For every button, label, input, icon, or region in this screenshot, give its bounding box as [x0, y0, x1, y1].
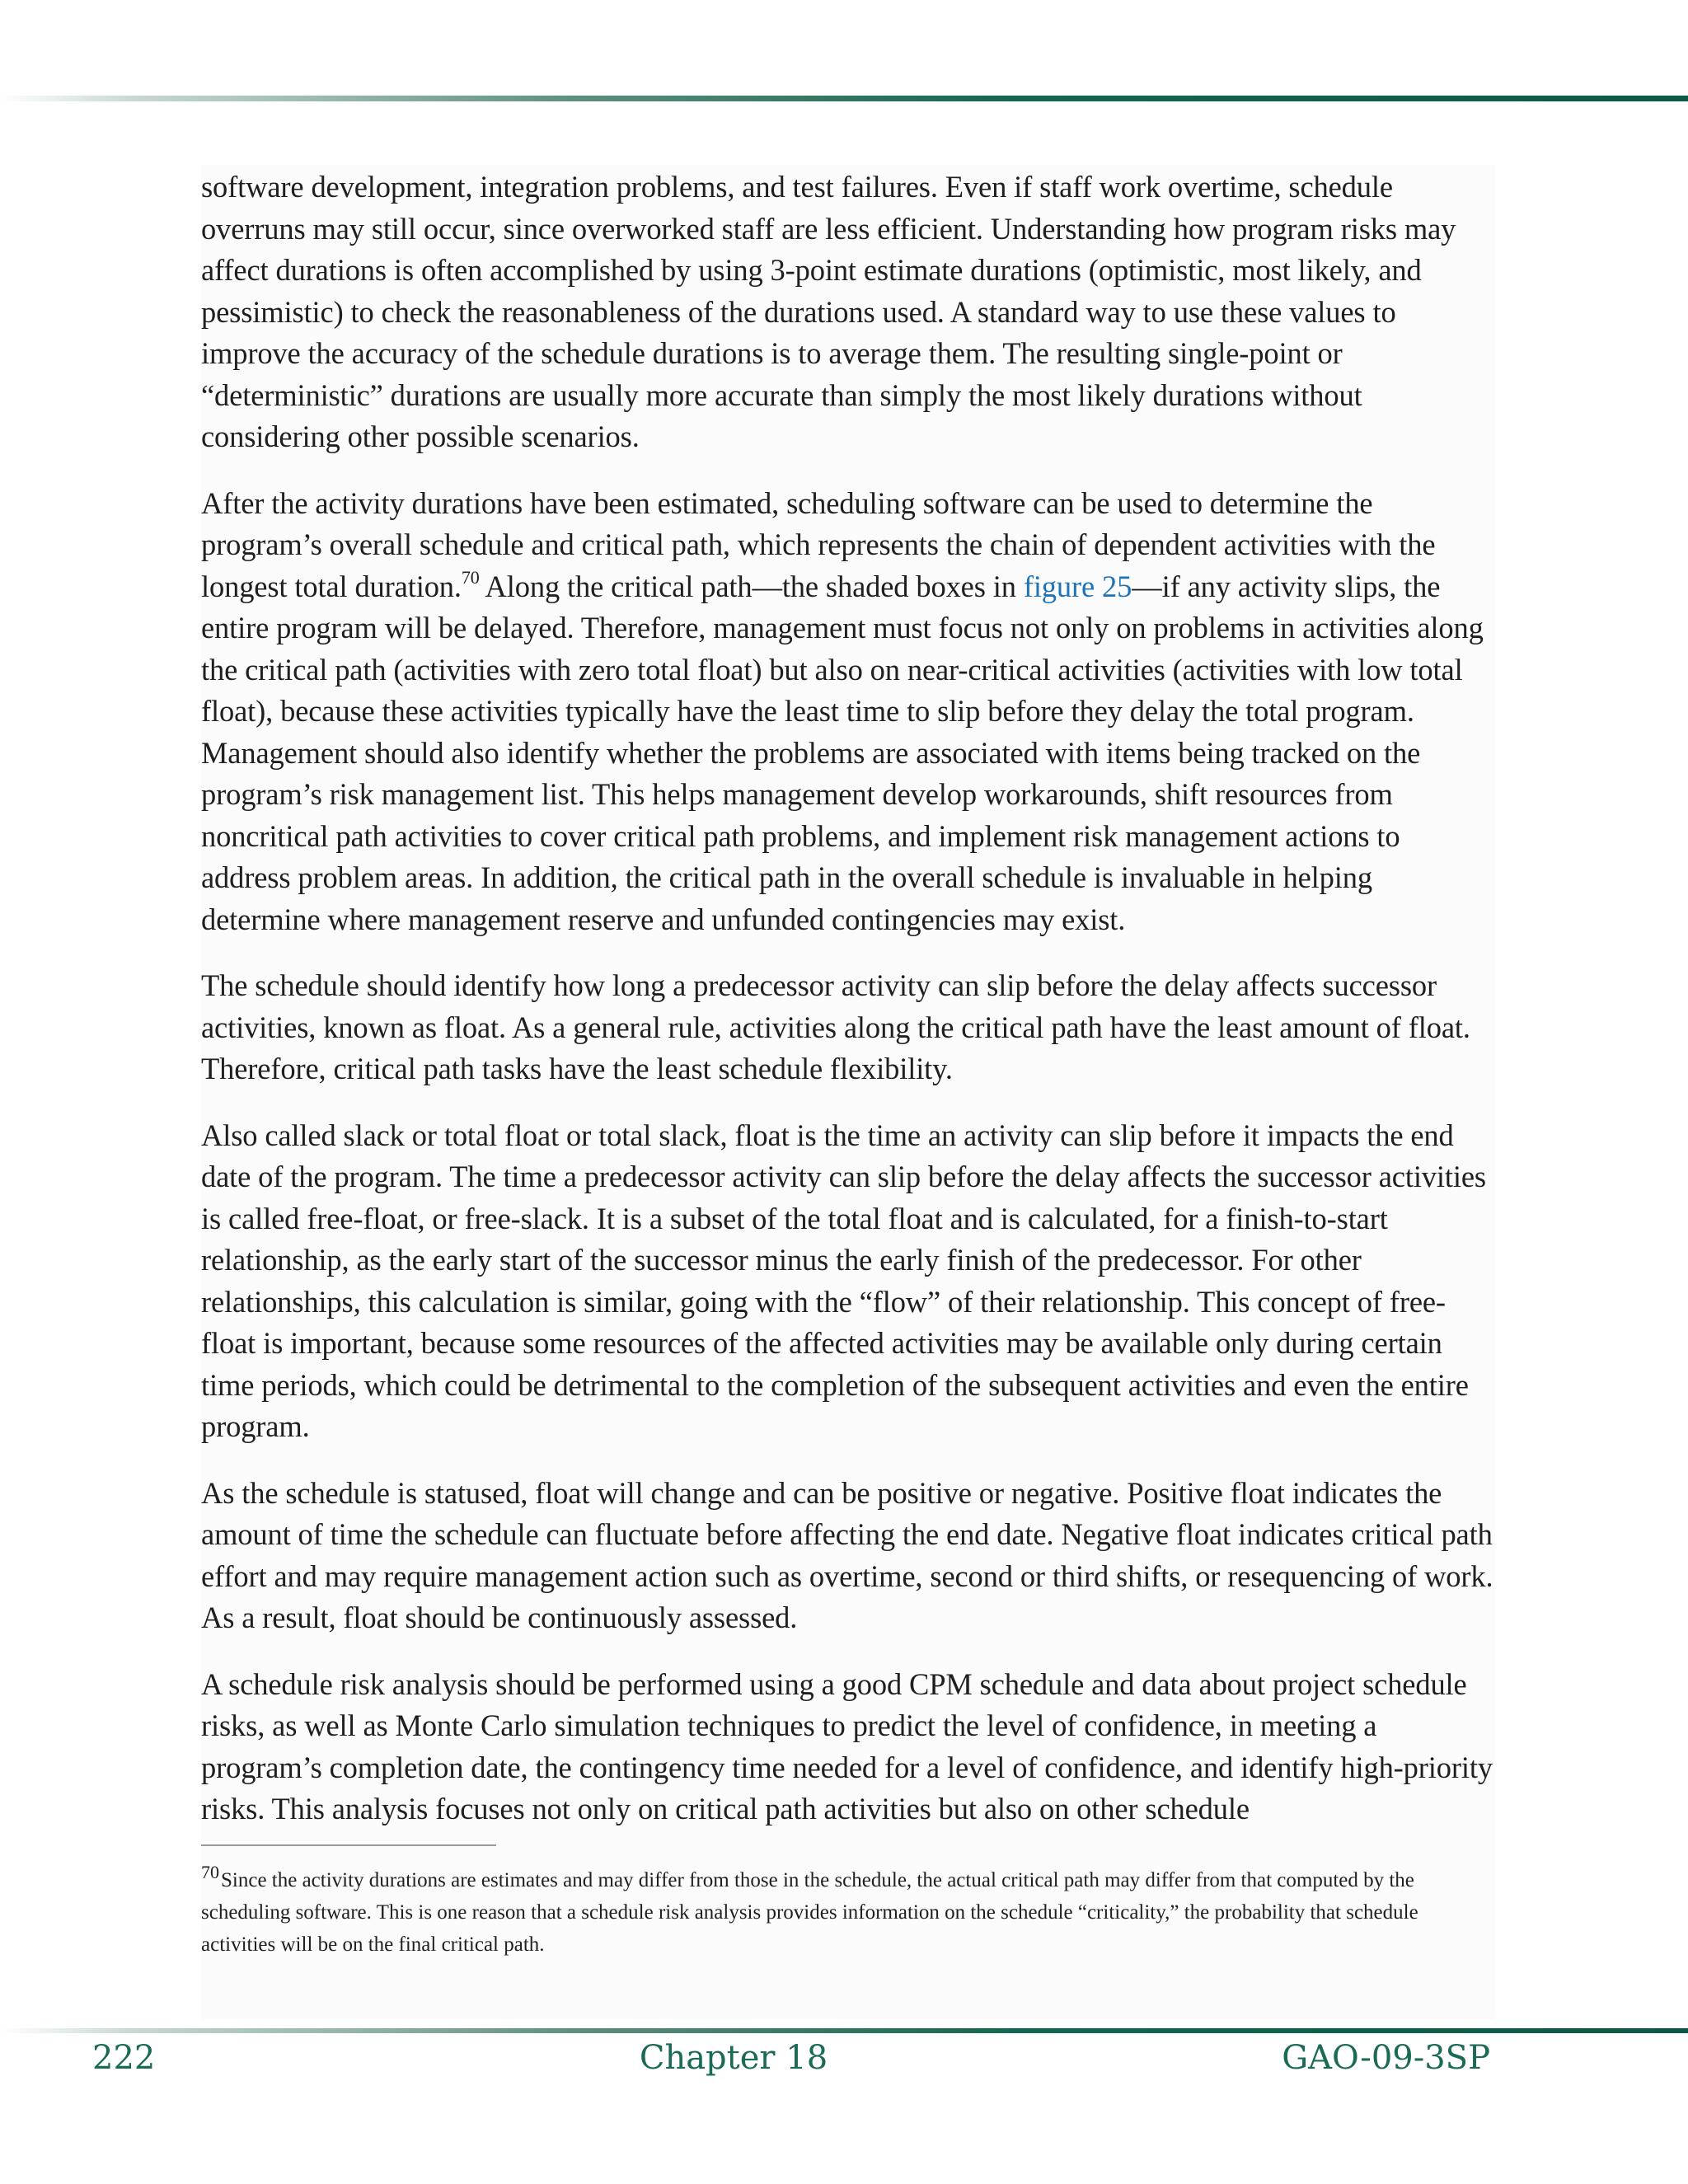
chapter-label: Chapter 18 — [639, 2039, 828, 2077]
paragraph-2-text-a: After the activity durations have been estimated, scheduling software can be used to determine the program’s overall schedule and critical path, which represents the chain of dependent activities with the longest total duration. — [201, 485, 1436, 603]
footnote-ref-70[interactable]: 70 — [461, 567, 480, 588]
footnote-divider — [201, 1844, 496, 1846]
paragraph-2-text-b: Along the critical path—the shaded boxes in — [479, 569, 1024, 603]
footnote-number: 70 — [201, 1862, 219, 1882]
paragraph-6: A schedule risk analysis should be performed using a good CPM schedule and data about project schedule risks, as well as Monte Carlo simulation techniques to predict the level of confidence, in meeting a program’s completion date, the contingency time needed for a level of confidence, and identify high-priority risks. This analysis focuses not only on critical path activities but also on other schedule — [201, 1666, 1493, 1825]
header-rule — [0, 96, 1688, 101]
footer-rule — [0, 2028, 1688, 2033]
body-text — [201, 166, 1495, 1855]
paragraph-3: The schedule should identify how long a predecessor activity can slip before the delay affects successor activities, known as float. As a general rule, activities along the critical path have the least amount of float. Therefore, critical path tasks have the least schedule flexibility. — [201, 968, 1470, 1085]
paragraph-5: As the schedule is statused, float will change and can be positive or negative. Positive float indicates the amount of time the schedule can fluctuate before affecting the end date. Negative float indicates critical path effort and may require management action such as overtime, second or third shifts, or resequencing of work. As a result, float should be continuously assessed. — [201, 1475, 1493, 1634]
paragraph-2 — [201, 483, 1495, 941]
document-id: GAO-09-3SP — [1282, 2039, 1490, 2077]
figure-25-link[interactable]: figure 25 — [1023, 569, 1132, 603]
paragraph-1: software development, integration problems, and test failures. Even if staff work overtime, schedule overruns may still occur, since overworked staff are less efficient. Understanding how program risks may affect durations is often accomplished by using 3-point estimate durations (optimistic, most likely, and pessimistic) to check the reasonableness of the durations used. A standard way to use these values to improve the accuracy of the schedule durations is to average them. The resulting single-point or “deterministic” durations are usually more accurate than simply the most likely durations without considering other possible scenarios. — [201, 170, 1456, 453]
footnote — [201, 1864, 1495, 1961]
paragraph-4: Also called slack or total float or total slack, float is the time an activity can slip before it impacts the end date of the program. The time a predecessor activity can slip before the delay affects the successor activities is called free-float, or free-slack. It is a subset of the total float and is calculated, for a finish-to-start relationship, as the early start of the successor minus the early finish of the predecessor. For other relationships, this calculation is similar, going with the “flow” of their relationship. This concept of free-float is important, because some resources of the affected activities may be available only during certain time periods, which could be detrimental to the completion of the subsequent activities and even the entire program. — [201, 1118, 1486, 1443]
footnote-text: Since the activity durations are estimates and may differ from those in the schedule, the actual critical path may differ from that computed by the scheduling software. This is one reason that a schedule risk analysis provides information on the schedule “criticality,” the probability that schedule activities will be on the final critical path. — [201, 1869, 1418, 1956]
paragraph-2-text-c: —if any activity slips, the entire program will be delayed. Therefore, management must focus not only on problems in activities along the critical path (activities with zero total float) but also on near-critical activities (activities with low total float), because these activities typically have the least time to slip before they delay the total program. Management should also identify whether the problems are associated with items being tracked on the program’s risk management list. This helps management develop workarounds, shift resources from noncritical path activities to cover critical path problems, and implement risk management actions to address problem areas. In addition, the critical path in the overall schedule is invaluable in helping determine where management reserve and unfunded contingencies may exist. — [201, 569, 1484, 936]
page-number: 222 — [92, 2039, 156, 2077]
